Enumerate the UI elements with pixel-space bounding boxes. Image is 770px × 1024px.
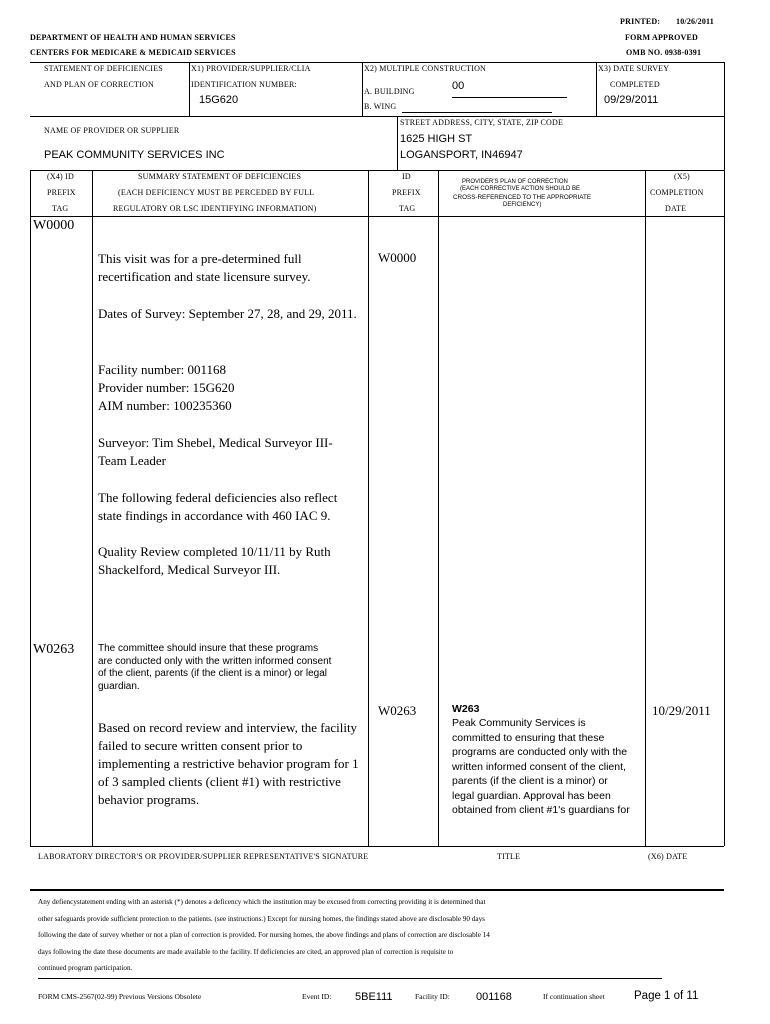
disclaimer-line-3: following the date of survey whether or not a plan of correction is provided. For nursing homes, the above findings and plans of correction are disclosable 14 (38, 931, 490, 939)
rule (724, 116, 725, 170)
tag-w0000: W0000 (33, 218, 75, 233)
department-name: DEPARTMENT OF HEALTH AND HUMAN SERVICES (30, 33, 236, 42)
provider-name-label: NAME OF PROVIDER OR SUPPLIER (44, 126, 180, 135)
completion-date: 10/29/2011 (652, 703, 711, 718)
rule (596, 62, 597, 116)
title-label: TITLE (497, 852, 521, 861)
x3-label-1: X3) DATE SURVEY (598, 64, 670, 73)
rule (30, 216, 724, 217)
rule (189, 62, 190, 116)
rule (645, 170, 646, 846)
x4-header-2: PREFIX (47, 188, 76, 197)
x5-header-3: DATE (665, 204, 687, 213)
rule (438, 170, 439, 846)
disclaimer-line-5: continued program participation. (38, 964, 133, 972)
rule (724, 62, 725, 116)
rule (30, 62, 724, 63)
disclaimer-line-1: Any defiencystatement ending with an asterisk (*) denotes a deficency which the institution may be excused from correcting providing it is determined that (38, 898, 486, 906)
address-label: STREET ADDRESS, CITY, STATE, ZIP CODE (400, 118, 564, 127)
wing-label: B. WING (364, 102, 397, 111)
rule (368, 170, 369, 846)
survey-completed-date: 09/29/2011 (604, 94, 659, 106)
rule (30, 846, 724, 847)
id-header-2: PREFIX (392, 188, 421, 197)
continuation-label: If continuation sheet (543, 992, 605, 1001)
rule (30, 889, 724, 891)
survey-paragraph: This visit was for a pre-determined full recertification and state licensure survey. (98, 251, 311, 284)
tag-w0263: W0263 (33, 642, 75, 657)
plan-header-1: PROVIDER'S PLAN OF CORRECTION (462, 179, 568, 185)
regulation-text: The committee should insure that these programs are conducted only with the written informed consent of the client, parents (if the client is a minor) or legal guardian. (98, 643, 332, 692)
rule (30, 170, 724, 171)
cms-name: CENTERS FOR MEDICARE & MEDICAID SERVICES (30, 48, 236, 57)
x1-label-1: X1) PROVIDER/SUPPLIER/CLIA (191, 64, 311, 73)
quality-review: Quality Review completed 10/11/11 by Ruth Shackelford, Medical Surveyor III. (98, 544, 331, 577)
surveyor: Surveyor: Tim Shebel, Medical Surveyor III-Team Leader (98, 435, 333, 468)
x2-label: X2) MULTIPLE CONSTRUCTION (364, 64, 487, 73)
x5-header-2: COMPLETION (650, 188, 704, 197)
facility-id: 001168 (476, 991, 512, 1003)
plan-text: Peak Community Services is committed to ensuring that these programs are conducted only with the written informed consent of the client, parents (if the client is a minor) or legal guardian. Approval has been obtained from client #1's guardians for (452, 717, 630, 816)
address-line-2: LOGANSPORT, IN46947 (400, 149, 523, 161)
provider-id-number: 15G620 (199, 94, 239, 106)
summary-header-2: (EACH DEFICIENCY MUST BE PERCEDED BY FULL (118, 188, 315, 197)
statement-label-1: STATEMENT OF DEFICIENCIES (44, 64, 163, 73)
rule (30, 116, 724, 117)
tag-w0000-plan: W0000 (378, 250, 417, 265)
facility-number: Facility number: 001168 (98, 362, 227, 377)
disclaimer-line-4: days following the date these documents are made available to the facility. If deficiencies are cited, an approved plan of correction is requisite to (38, 948, 454, 956)
plan-header-4: DEFICIENCY) (503, 202, 542, 208)
rule (30, 170, 31, 846)
wing-rule (402, 112, 552, 113)
rule (38, 978, 662, 979)
printed-date: 10/26/2011 (676, 17, 715, 26)
printed-label: PRINTED: (620, 17, 661, 26)
summary-header-3: REGULATORY OR LSC IDENTIFYING INFORMATION) (113, 204, 317, 213)
aim-number: AIM number: 100235360 (98, 398, 232, 413)
summary-header-1: SUMMARY STATEMENT OF DEFICIENCIES (138, 172, 302, 181)
id-header-3: TAG (399, 204, 416, 213)
event-id: 5BE111 (355, 991, 393, 1003)
plan-title: W263 (452, 703, 480, 715)
facility-id-label: Facility ID: (415, 992, 450, 1001)
plan-header-3: CROSS-REFERENCED TO THE APPROPRIATE (453, 194, 592, 201)
x3-label-2: COMPLETED (610, 80, 660, 89)
building-rule (452, 97, 567, 98)
form-approved: FORM APPROVED (625, 33, 699, 42)
rule (92, 170, 93, 846)
statement-label-2: AND PLAN OF CORRECTION (44, 80, 154, 89)
x5-header-1: (X5) (674, 172, 690, 181)
finding-text: Based on record review and interview, the facility failed to secure written consent prior to implementing a restrictive behavior program for 1 of 3 sampled clients (client #1) with restrictive behavior programs. (98, 720, 359, 807)
page-number: Page 1 of 11 (634, 990, 699, 1002)
building-label: A. BUILDING (364, 87, 415, 96)
address-line-1: 1625 HIGH ST (400, 133, 473, 145)
disclaimer-line-2: other safeguards provide sufficient protection to the patients. (see instructions.) Except for nursing homes, the findings stated above are disclosable 90 days (38, 915, 485, 923)
rule (397, 116, 398, 170)
event-id-label: Event ID: (302, 992, 332, 1001)
multiple-construction-value: 00 (452, 80, 465, 92)
provider-name: PEAK COMMUNITY SERVICES INC (44, 149, 225, 161)
provider-number: Provider number: 15G620 (98, 380, 235, 395)
signature-date-label: (X6) DATE (648, 852, 688, 861)
omb-number: OMB NO. 0938-0391 (626, 48, 702, 57)
federal-deficiencies: The following federal deficiencies also reflect state findings in accordance with 460 IAC 9. (98, 490, 338, 523)
id-header-1: ID (402, 172, 411, 181)
plan-header-2: (EACH CORRECTIVE ACTION SHOULD BE (460, 186, 581, 192)
survey-dates: Dates of Survey: September 27, 28, and 29, 2011. (98, 306, 357, 321)
rule (724, 170, 725, 846)
x4-header-1: (X4) ID (47, 172, 74, 181)
form-number: FORM CMS-2567(02-99) Previous Versions Obsolete (38, 992, 202, 1001)
x4-header-3: TAG (52, 204, 69, 213)
signature-label: LABORATORY DIRECTOR'S OR PROVIDER/SUPPLIER REPRESENTATIVE'S SIGNATURE (38, 852, 369, 861)
tag-w0263-plan: W0263 (378, 703, 417, 718)
rule (362, 62, 363, 116)
x1-label-2: IDENTIFICATION NUMBER: (191, 80, 297, 89)
